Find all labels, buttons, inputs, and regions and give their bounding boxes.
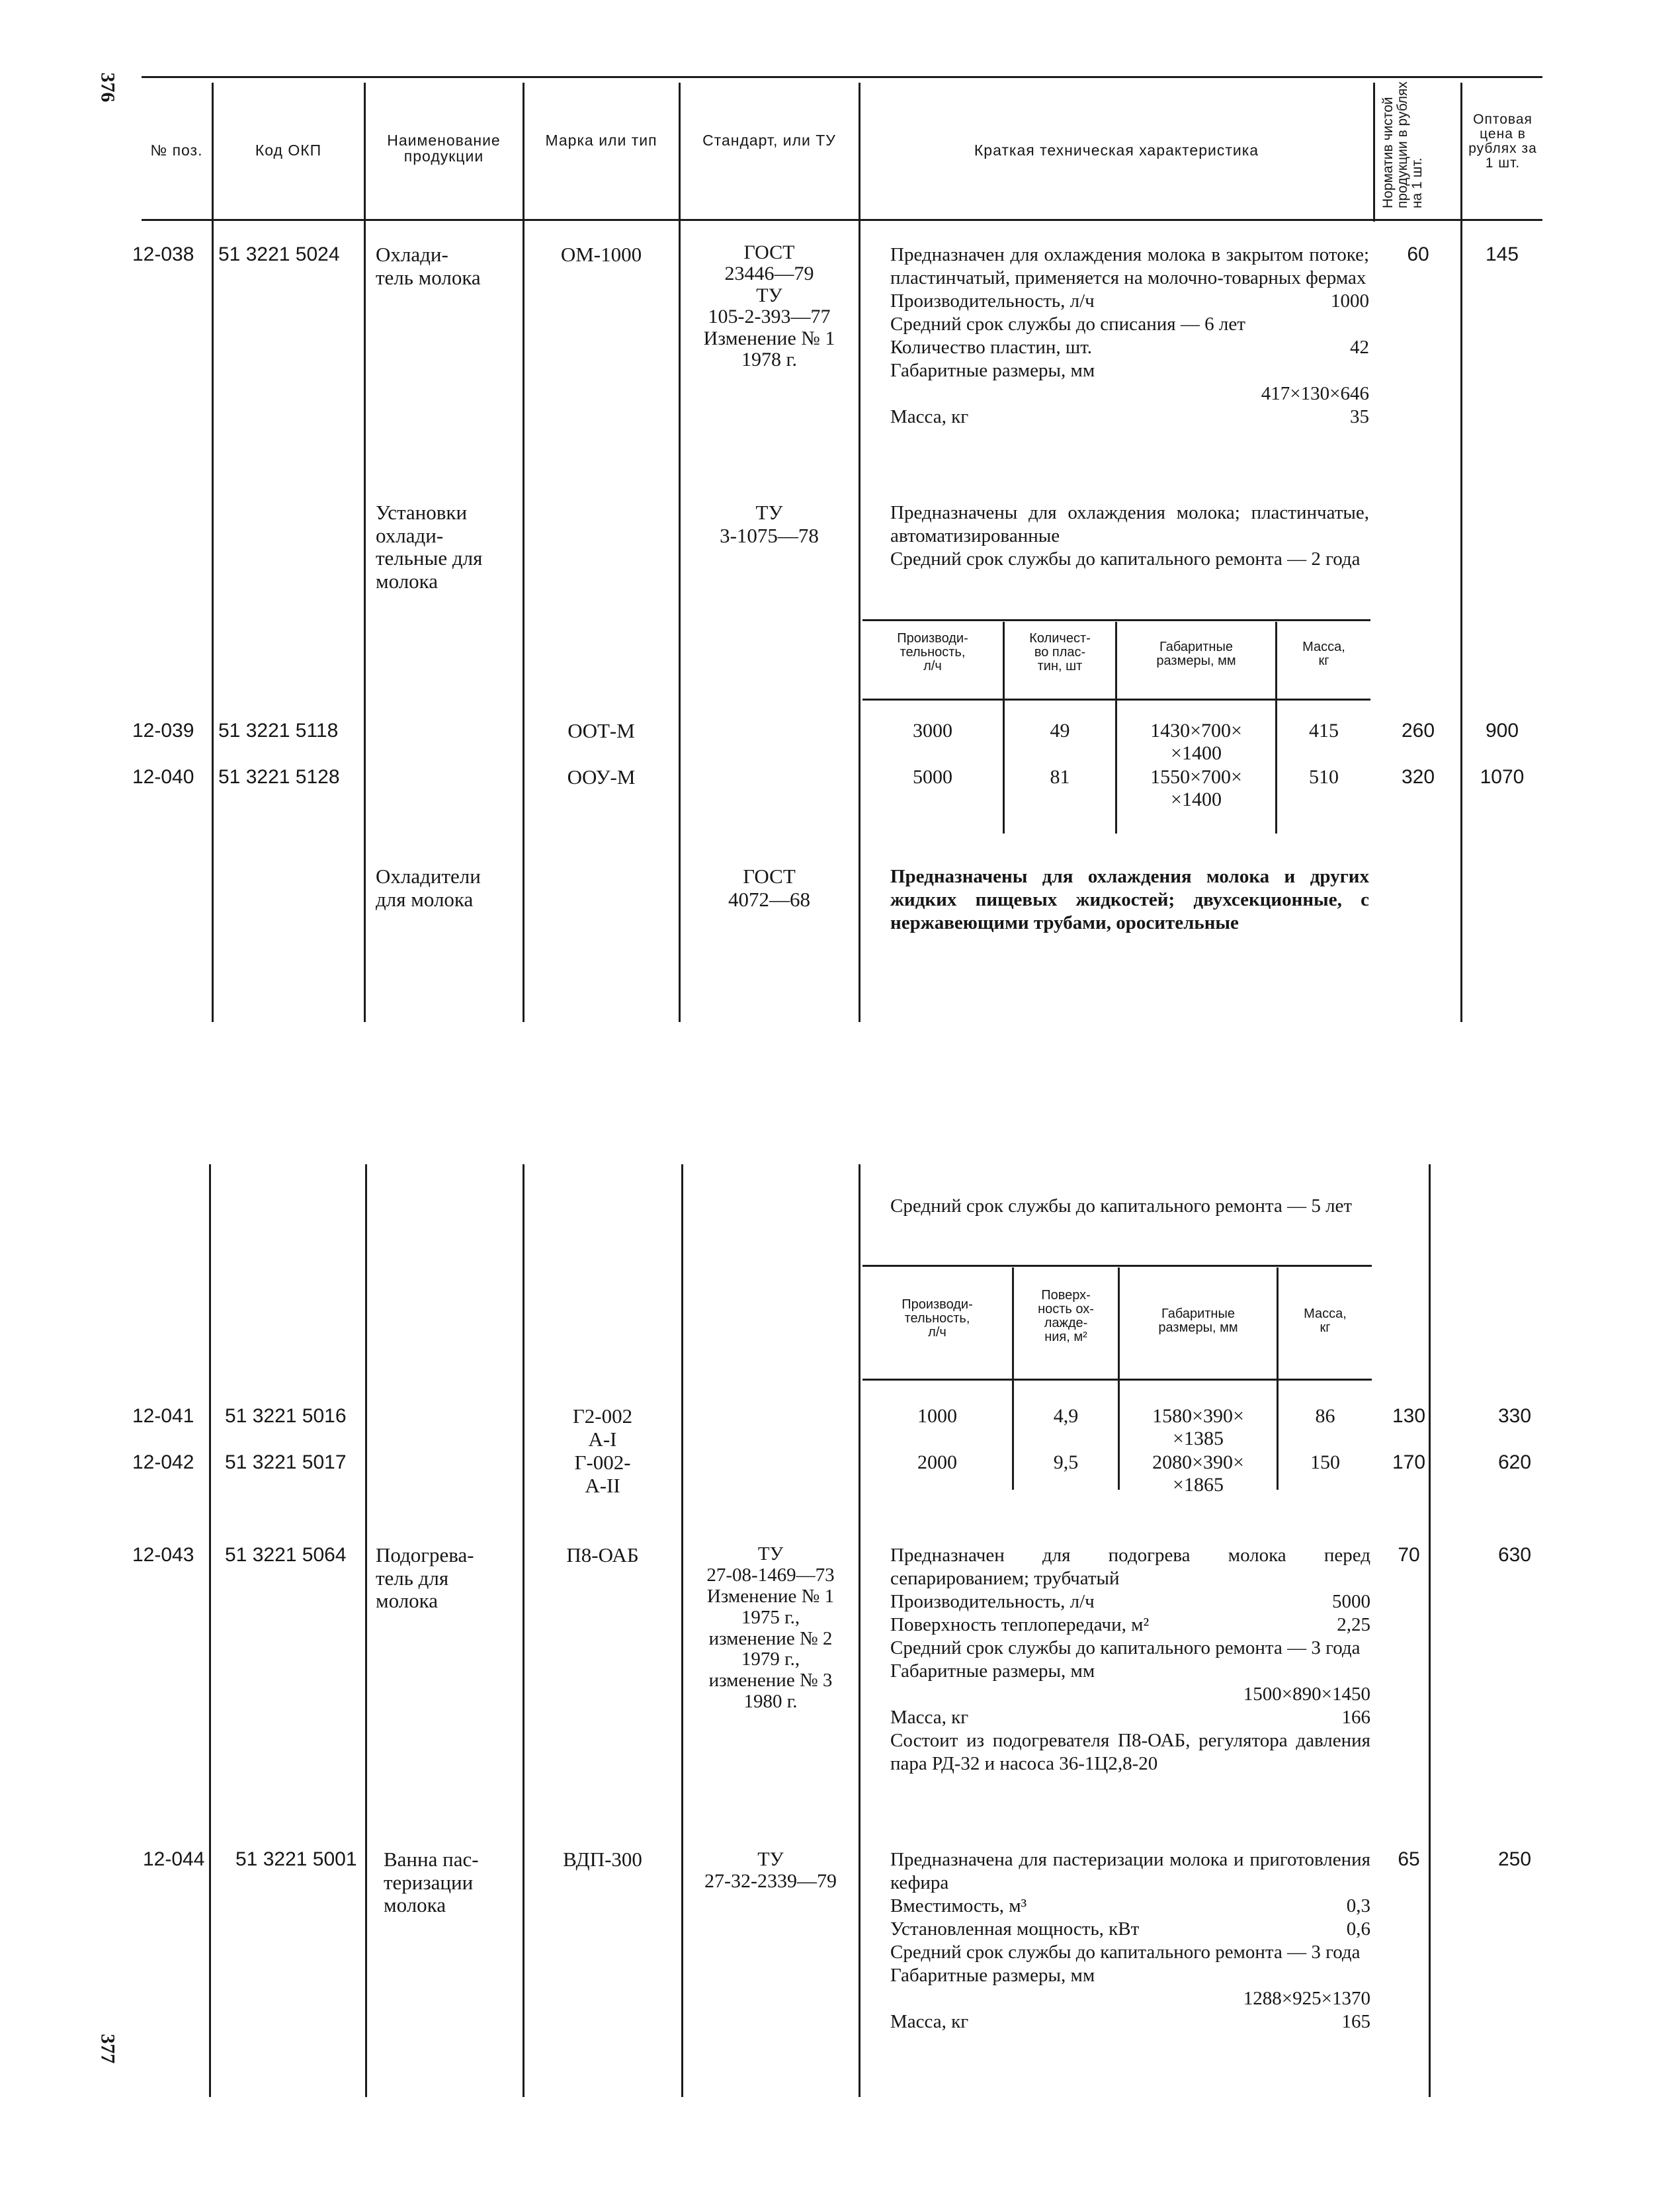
- row-043-life: Средний срок службы до капитального ремонта — 3 года: [890, 1637, 1361, 1658]
- row-044-power-label: Установленная мощность, кВт: [890, 1918, 1140, 1940]
- row-039-brand: ООТ-М: [567, 719, 635, 742]
- row-038-desc-block: [861, 243, 1369, 429]
- row-041-brand: Г2-002 А-I: [572, 1404, 633, 1451]
- group2-life-block: [861, 1195, 1369, 1218]
- row-044-standard: ТУ 27-32-2339—79: [704, 1848, 837, 1892]
- row-038-norm: 60: [1407, 243, 1429, 265]
- row-038-brand: ОМ-1000: [560, 243, 642, 266]
- row-043-perf-value: 5000: [1332, 1591, 1370, 1612]
- row-038-mass-label: Масса, кг: [890, 406, 969, 427]
- row-043-okp: 51 3221 5064: [225, 1544, 347, 1566]
- row-038-plates-value: 42: [1350, 337, 1369, 358]
- row-039-norm: 260: [1401, 720, 1435, 742]
- row-039-okp: 51 3221 5118: [218, 720, 339, 742]
- row-041-pos: 12-041: [132, 1405, 194, 1427]
- group2-desc: Предназначены для охлаждения молока и других жидких пищевых жидкостей; двухсекционные, с нержавеющими трубами, оросительные: [890, 866, 1369, 933]
- group2-sub-header-dims: Габаритные размеры, мм: [1158, 1307, 1238, 1335]
- row-042-price: 620: [1497, 1451, 1532, 1473]
- row-044-brand: ВДП-300: [563, 1848, 642, 1871]
- row-038-dims-label: Габаритные размеры, мм: [890, 360, 1095, 381]
- row-040-mass: 510: [1309, 766, 1339, 788]
- row-041-surface: 4,9: [1053, 1405, 1079, 1427]
- row-038-dims-value: 417×130×646: [1261, 383, 1369, 404]
- row-044-mass-label: Масса, кг: [890, 2011, 969, 2032]
- row-040-price: 1070: [1480, 766, 1525, 788]
- row-043-mass-label: Масса, кг: [890, 1707, 969, 1728]
- group1-name: Установки охлади- тельные для молока: [376, 501, 483, 593]
- row-040-norm: 320: [1401, 766, 1435, 788]
- group2-standard: ГОСТ 4072—68: [728, 865, 810, 911]
- group2-desc-block: [861, 865, 1369, 935]
- row-041-okp: 51 3221 5016: [225, 1405, 347, 1427]
- row-042-pos: 12-042: [132, 1451, 194, 1473]
- row-043-standard: ТУ 27-08-1469—73 Изменение № 1 1975 г., изменение № 2 1979 г., изменение № 3 1980 г.: [706, 1543, 835, 1713]
- row-042-brand: Г-002- А-II: [574, 1451, 631, 1497]
- group2-name: Охладители для молока: [376, 865, 481, 911]
- row-043-mass-value: 166: [1341, 1707, 1370, 1728]
- row-044-norm: 65: [1398, 1848, 1420, 1870]
- group1-sub-header-plates: Количест- во плас- тин, шт: [1029, 631, 1091, 673]
- row-039-plates: 49: [1050, 720, 1070, 742]
- row-041-mass: 86: [1315, 1405, 1335, 1427]
- row-038-desc: Предназначен для охлаждения молока в закрытом потоке; пластинчатый, применяется на молочно-товарных фермах: [890, 244, 1369, 288]
- group1-sub-header-perf: Производи- тельность, л/ч: [897, 631, 968, 673]
- group2-life: Средний срок службы до капитального ремонта — 5 лет: [890, 1195, 1353, 1217]
- header-standard: Стандарт, или ТУ: [702, 132, 836, 149]
- row-042-perf: 2000: [917, 1451, 957, 1473]
- row-038-mass-value: 35: [1350, 406, 1369, 427]
- row-038-plates-label: Количество пластин, шт.: [890, 337, 1092, 358]
- header-norm: Норматив чистой продукции в рублях на 1 шт.: [1380, 81, 1425, 208]
- group2-sub-header-mass: Масса, кг: [1304, 1307, 1347, 1335]
- row-044-dims-label: Габаритные размеры, мм: [890, 1965, 1095, 1986]
- group1-sub-header-dims: Габаритные размеры, мм: [1156, 640, 1236, 668]
- row-039-pos: 12-039: [132, 720, 194, 742]
- header-price: Оптовая цена в рублях за 1 шт.: [1468, 112, 1537, 171]
- row-043-pos: 12-043: [132, 1544, 194, 1566]
- header-pos: № поз.: [150, 142, 203, 159]
- row-044-vol-value: 0,3: [1346, 1895, 1370, 1916]
- row-040-plates: 81: [1050, 766, 1070, 788]
- row-042-surface: 9,5: [1053, 1451, 1079, 1473]
- row-039-dims: 1430×700× ×1400: [1150, 720, 1242, 764]
- group1-standard: ТУ 3-1075—78: [720, 501, 819, 547]
- row-040-perf: 5000: [913, 766, 952, 788]
- page-number-bottom: 377: [97, 2034, 119, 2064]
- row-043-price: 630: [1497, 1544, 1532, 1566]
- row-043-surf-value: 2,25: [1337, 1614, 1370, 1635]
- row-039-price: 900: [1485, 720, 1519, 742]
- row-042-mass: 150: [1310, 1451, 1340, 1473]
- row-044-dims-value: 1288×925×1370: [1243, 1988, 1370, 2009]
- row-043-surf-label: Поверхность теплопередачи, м²: [890, 1614, 1150, 1635]
- header-brand: Марка или тип: [545, 132, 657, 149]
- header-name: Наименование продукции: [387, 132, 501, 165]
- row-040-okp: 51 3221 5128: [218, 766, 340, 788]
- header-okp: Код ОКП: [255, 142, 322, 159]
- row-044-desc-block: [861, 1848, 1370, 2034]
- row-044-vol-label: Вместимость, м³: [890, 1895, 1027, 1916]
- row-043-composition: Состоит из подогревателя П8-ОАБ, регулятора давления пара РД-32 и насоса 36-1Ц2,8-20: [890, 1730, 1370, 1774]
- group1-desc: Предназначены для охлаждения молока; пластинчатые, автоматизированные: [890, 502, 1369, 546]
- row-044-power-value: 0,6: [1346, 1918, 1370, 1940]
- row-038-price: 145: [1485, 243, 1519, 265]
- row-043-dims-label: Габаритные размеры, мм: [890, 1660, 1095, 1682]
- row-041-price: 330: [1497, 1405, 1532, 1427]
- row-041-perf: 1000: [917, 1405, 957, 1427]
- row-038-okp: 51 3221 5024: [218, 243, 340, 265]
- group1-desc-block: [861, 501, 1369, 571]
- row-040-dims: 1550×700× ×1400: [1150, 766, 1242, 810]
- row-044-pos: 12-044: [143, 1848, 205, 1870]
- row-043-norm: 70: [1398, 1544, 1420, 1566]
- group1-life: Средний срок службы до капитального ремонта — 2 года: [890, 548, 1361, 570]
- row-043-desc-block: [861, 1544, 1370, 1776]
- row-039-mass: 415: [1309, 720, 1339, 742]
- row-041-dims: 1580×390× ×1385: [1152, 1405, 1244, 1449]
- row-038-pos: 12-038: [132, 243, 194, 265]
- row-044-okp: 51 3221 5001: [235, 1848, 357, 1870]
- row-043-perf-label: Производительность, л/ч: [890, 1591, 1095, 1612]
- row-038-life: Средний срок службы до списания — 6 лет: [890, 314, 1245, 335]
- row-038-perf-value: 1000: [1331, 290, 1369, 312]
- row-038-perf-label: Производительность, л/ч: [890, 290, 1095, 312]
- row-044-desc: Предназначена для пастеризации молока и приготовления кефира: [890, 1849, 1370, 1893]
- page-number-top: 376: [97, 72, 119, 103]
- row-042-norm: 170: [1392, 1451, 1426, 1473]
- row-042-dims: 2080×390× ×1865: [1152, 1451, 1244, 1496]
- row-040-brand: ООУ-М: [567, 765, 636, 789]
- group1-sub-header-mass: Масса, кг: [1302, 640, 1345, 668]
- row-043-name: Подогрева- тель для молока: [376, 1543, 474, 1613]
- row-043-desc: Предназначен для подогрева молока перед сепарированием; трубчатый: [890, 1545, 1370, 1589]
- row-044-mass-value: 165: [1341, 2011, 1370, 2032]
- header-tech: Краткая техническая характеристика: [974, 142, 1259, 159]
- row-038-name: Охлади- тель молока: [376, 243, 481, 289]
- group2-sub-header-surface: Поверх- ность ох- лажде- ния, м²: [1038, 1288, 1094, 1344]
- row-039-perf: 3000: [913, 720, 952, 742]
- row-043-dims-value: 1500×890×1450: [1243, 1684, 1370, 1705]
- row-044-life: Средний срок службы до капитального ремонта — 3 года: [890, 1942, 1361, 1963]
- row-044-name: Ванна пас- теризации молока: [384, 1848, 479, 1917]
- row-044-price: 250: [1497, 1848, 1532, 1870]
- row-038-standard: ГОСТ 23446—79 ТУ 105-2-393—77 Изменение № 1 1978 г.: [703, 241, 835, 370]
- row-040-pos: 12-040: [132, 766, 194, 788]
- row-043-brand: П8-ОАБ: [566, 1543, 639, 1566]
- group2-sub-header-perf: Производи- тельность, л/ч: [902, 1297, 973, 1340]
- row-041-norm: 130: [1392, 1405, 1426, 1427]
- row-042-okp: 51 3221 5017: [225, 1451, 347, 1473]
